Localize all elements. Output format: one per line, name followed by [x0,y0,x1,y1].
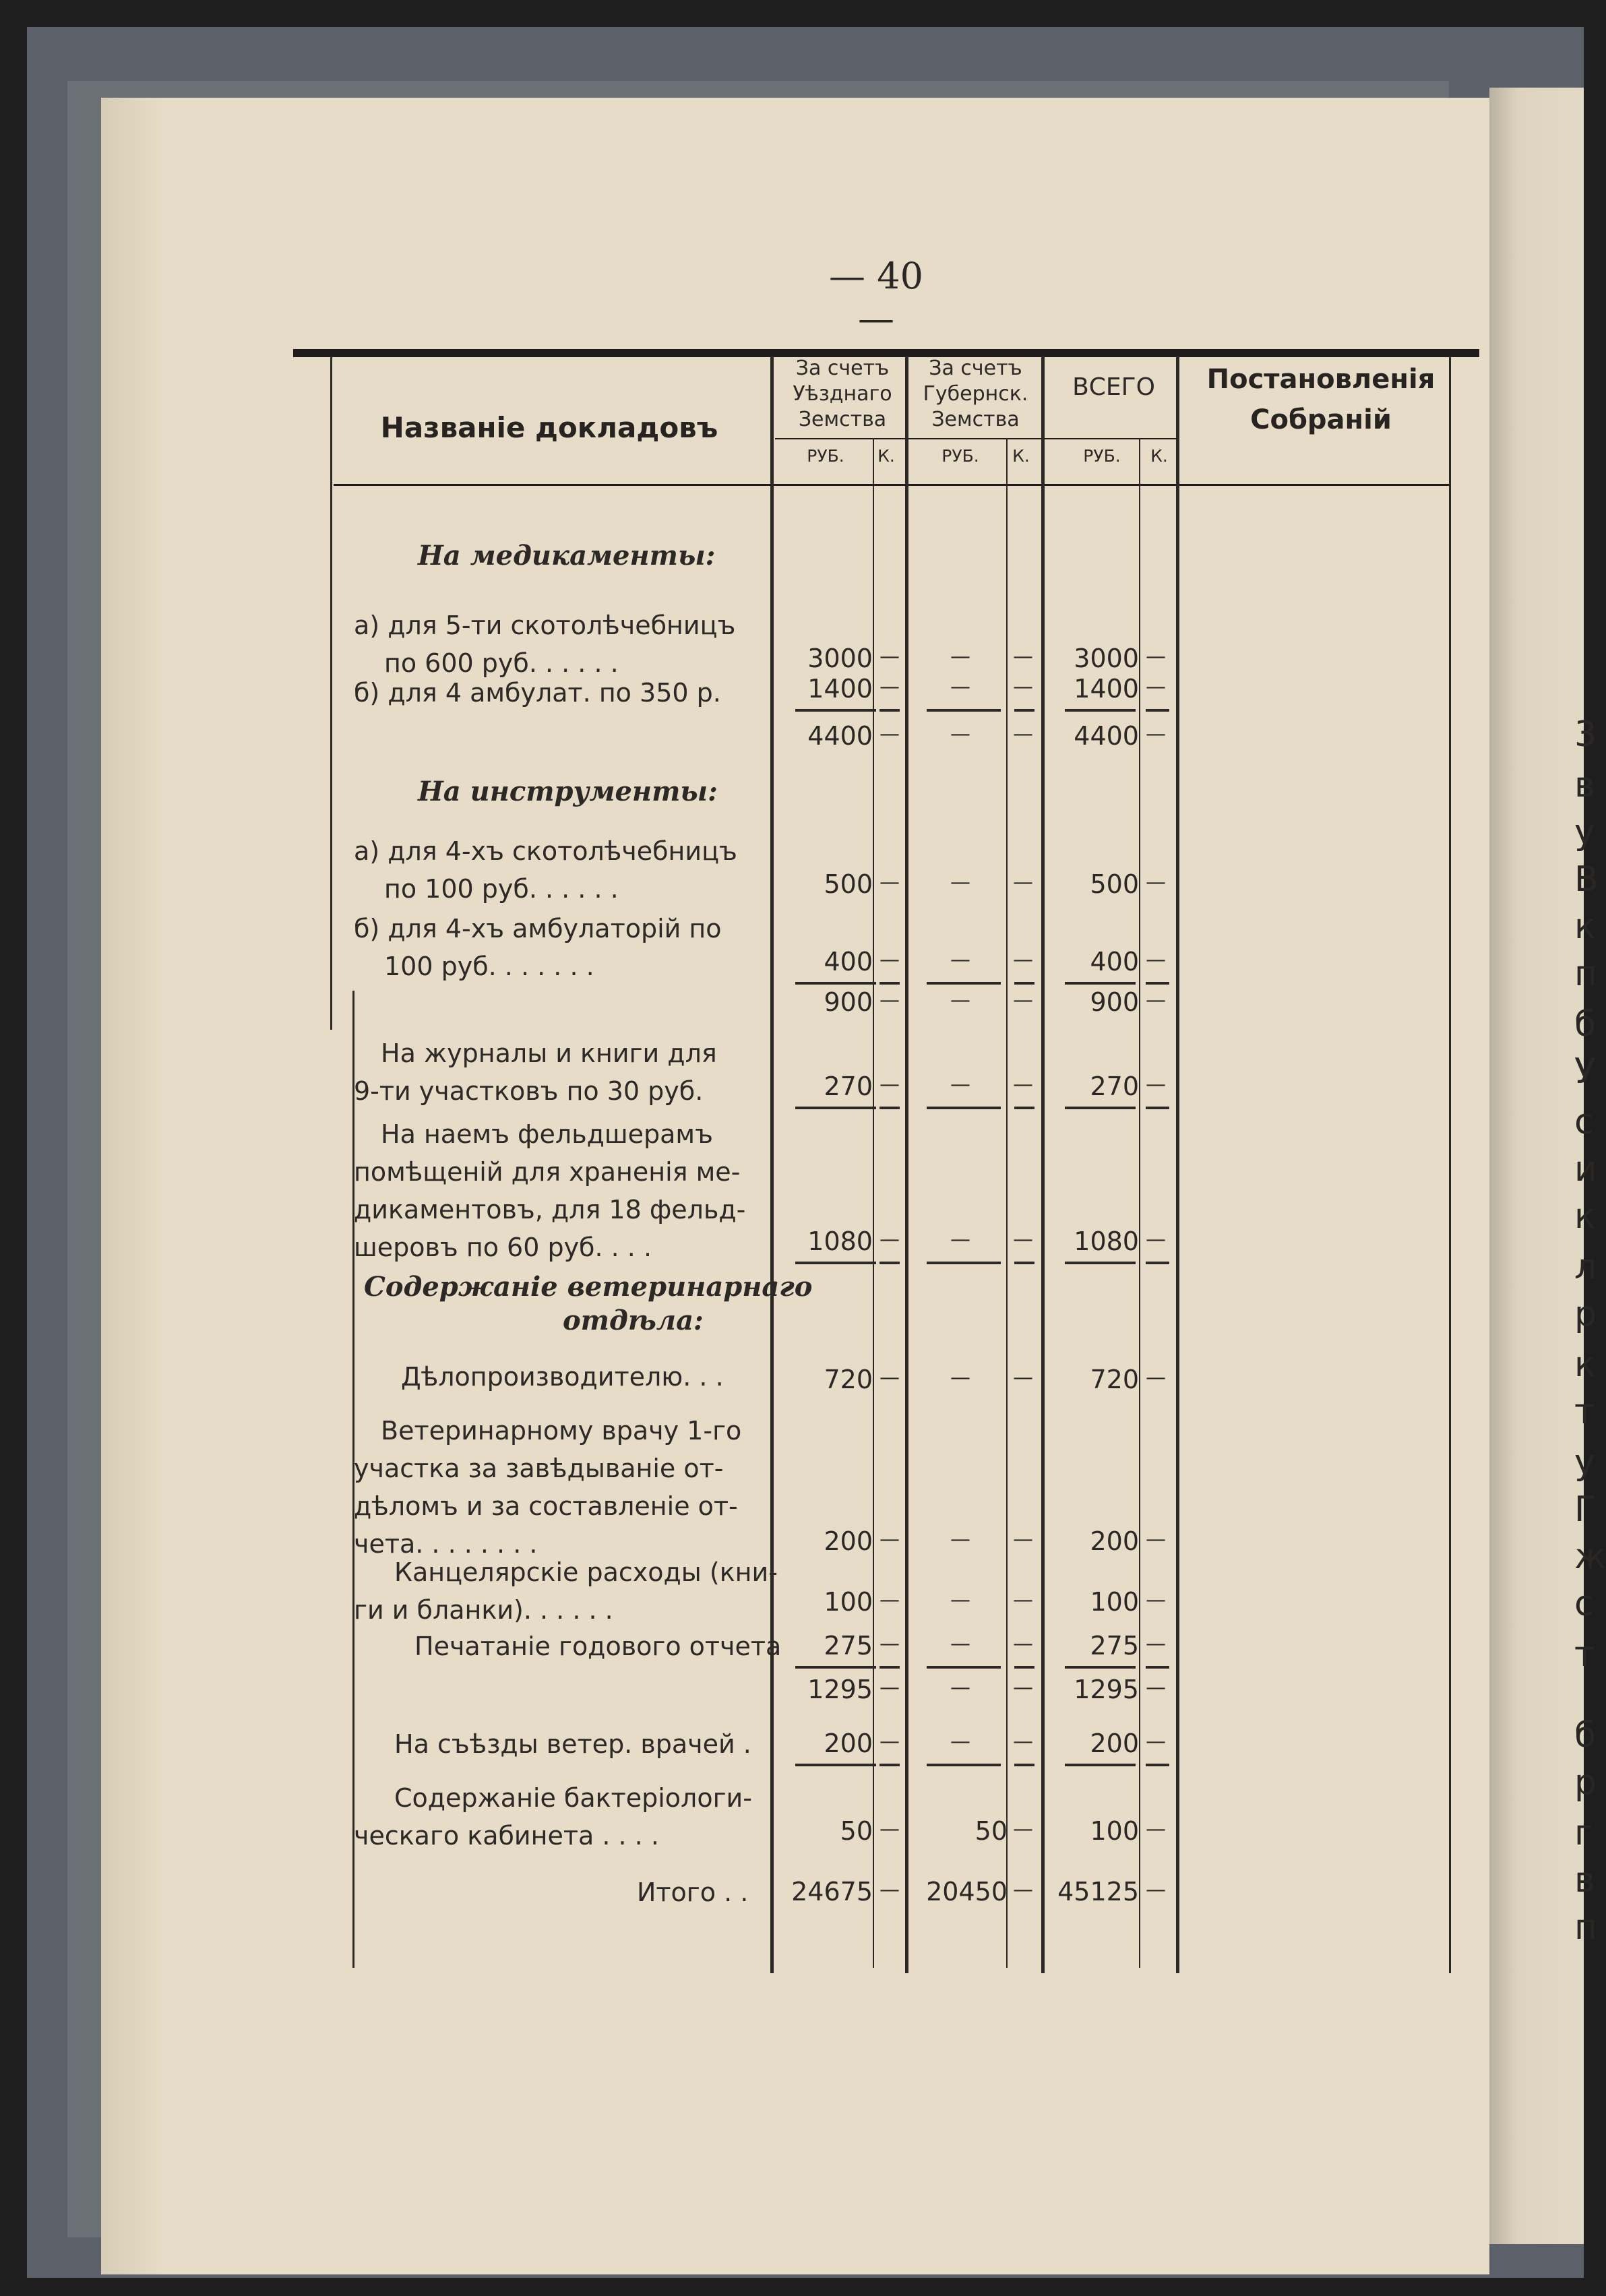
amount-gub-kop: — [1013,871,1033,894]
sum-underline [1065,709,1136,712]
amount-total-rub: 200 [1090,1526,1139,1556]
right-page-letter: л [1574,1247,1597,1287]
unit-rub-total: РУБ. [1083,446,1121,466]
unit-kop-uezd: К. [877,446,895,466]
unit-rub-uezd: РУБ. [807,446,844,466]
amount-total-kop: — [1146,1588,1166,1612]
sum-underline [1014,1107,1034,1109]
amount-total-rub: 100 [1090,1587,1139,1617]
amount-uezd-rub: 1400 [807,674,873,704]
header-total-column: ВСЕГО [1072,373,1155,401]
amount-gub-rub: — [950,1073,970,1096]
amount-uezd-kop: — [879,645,900,669]
sum-underline [1065,1107,1136,1109]
right-page-letter: ж [1574,1537,1606,1577]
amount-total-kop: — [1146,1676,1166,1700]
amount-uezd-rub: 24675 [791,1877,873,1906]
unit-row-rule [775,438,1179,439]
sum-underline [1014,1764,1034,1766]
item-label-line: ги и бланки). . . . . . [354,1595,613,1625]
item-label-line: 9-ти участковъ по 30 руб. [354,1076,704,1106]
amount-total-rub: 270 [1090,1072,1139,1101]
item-label-line: Печатаніе годового отчета [414,1632,782,1661]
item-label-line: Итого . . [637,1878,749,1907]
amount-total-rub: 3000 [1074,644,1139,673]
amount-uezd-rub: 200 [824,1729,873,1758]
right-page-letter: б [1574,1004,1597,1045]
header-uezd-line1: За счетъ [795,356,890,380]
amount-uezd-kop: — [879,1228,900,1251]
right-page-letter: р [1574,1762,1597,1803]
amount-gub-kop: — [1013,948,1033,972]
amount-gub-rub: 20450 [926,1877,1008,1906]
amount-total-kop: — [1146,871,1166,894]
amount-uezd-rub: 200 [824,1526,873,1556]
sum-underline [879,1764,900,1766]
item-label-line: Ветеринарному врачу 1-го [381,1416,742,1446]
amount-uezd-kop: — [879,1073,900,1096]
sum-underline [1146,1666,1169,1669]
amount-gub-rub: 50 [975,1816,1008,1846]
sum-underline [879,1262,900,1264]
sum-underline [927,1262,1001,1264]
page-number: — 40 — [829,255,923,340]
amount-uezd-kop: — [879,948,900,972]
right-page-letter: Г [1574,1489,1596,1530]
amount-total-kop: — [1146,1632,1166,1656]
amount-gub-kop: — [1013,989,1033,1012]
header-name-column: Названіе докладовъ [380,411,718,444]
amount-uezd-kop: — [879,1878,900,1902]
amount-uezd-kop: — [879,1588,900,1612]
amount-gub-rub: — [950,1676,970,1700]
amount-uezd-kop: — [879,1366,900,1390]
amount-gub-kop: — [1013,1228,1033,1251]
sum-underline [795,1262,876,1264]
unit-rub-gub: РУБ. [941,446,979,466]
item-label-line: по 600 руб. . . . . . [384,648,619,678]
header-gub-line2: Губернск. [923,382,1028,406]
amount-uezd-rub: 720 [824,1365,873,1394]
amount-gub-rub: — [950,645,970,669]
amount-uezd-rub: 4400 [807,721,873,751]
amount-gub-rub: — [950,1366,970,1390]
section-medicaments: На медикаменты: [418,540,716,571]
amount-gub-rub: — [950,989,970,1012]
section-vet-dept-line1: Содержаніе ветеринарнаго [364,1271,813,1303]
amount-total-rub: 500 [1090,869,1139,899]
sum-underline [1065,1666,1136,1669]
right-page-letter: п [1574,1907,1597,1948]
right-page-letter: с [1574,1102,1594,1142]
amount-uezd-kop: — [879,871,900,894]
sum-underline [795,1666,876,1669]
right-page-letter: к [1574,1196,1596,1237]
amount-gub-kop: — [1013,675,1033,699]
left-border-top [330,356,332,1030]
right-page-letter: р [1574,1294,1597,1334]
right-page-letter: у [1574,812,1595,852]
sum-underline [927,982,1001,985]
item-label-line: Содержаніе бактеріологи- [394,1783,752,1813]
amount-gub-kop: — [1013,1818,1033,1841]
amount-gub-kop: — [1013,1073,1033,1096]
item-label-line: дѣломъ и за составленіе от- [354,1491,738,1521]
amount-total-kop: — [1146,1528,1166,1551]
amount-uezd-kop: — [879,1528,900,1551]
amount-gub-rub: — [950,1588,970,1612]
sum-underline [1146,1107,1169,1109]
sum-underline [795,709,876,712]
amount-total-kop: — [1146,675,1166,699]
amount-gub-rub: — [950,1528,970,1551]
right-page-letter: п [1574,954,1597,994]
right-page-letter: к [1574,1344,1596,1385]
amount-total-rub: 200 [1090,1729,1139,1758]
amount-uezd-kop: — [879,1676,900,1700]
sum-underline [927,1666,1001,1669]
amount-gub-kop: — [1013,1588,1033,1612]
right-page-letter: у [1574,1442,1595,1483]
header-resolutions-line1: Постановленія [1206,364,1435,395]
header-gub-line1: За счетъ [929,356,1022,380]
amount-total-rub: 4400 [1074,721,1139,751]
sum-underline [795,982,876,985]
item-label-line: На журналы и книги для [381,1038,717,1068]
amount-total-rub: 720 [1090,1365,1139,1394]
sum-underline [1146,982,1169,985]
sum-underline [1146,709,1169,712]
sum-underline [927,1764,1001,1766]
amount-gub-kop: — [1013,1528,1033,1551]
unit-kop-total: К. [1150,446,1168,466]
right-page-letter: г [1574,1813,1593,1853]
amount-uezd-rub: 1295 [807,1675,873,1704]
amount-uezd-kop: — [879,722,900,746]
amount-uezd-kop: — [879,989,900,1012]
right-page-letter: В [1574,859,1599,900]
header-gub-line3: Земства [931,408,1020,431]
amount-gub-kop: — [1013,1632,1033,1656]
item-label-line: помѣщеній для храненія ме- [354,1157,741,1187]
amount-total-kop: — [1146,1818,1166,1841]
item-label-line: дикаментовъ, для 18 фельд- [354,1195,746,1224]
right-page-letter: б [1574,1715,1597,1756]
sum-underline [1146,1262,1169,1264]
amount-uezd-rub: 1080 [807,1227,873,1256]
amount-gub-rub: — [950,871,970,894]
amount-total-rub: 100 [1090,1816,1139,1846]
amount-total-kop: — [1146,645,1166,669]
item-label-line: На наемъ фельдшерамъ [381,1119,713,1149]
sum-underline [1146,1764,1169,1766]
amount-uezd-kop: — [879,675,900,699]
amount-total-kop: — [1146,1073,1166,1096]
item-label-line: 100 руб. . . . . . . [384,952,594,981]
sum-underline [1014,982,1034,985]
amount-uezd-rub: 270 [824,1072,873,1101]
amount-total-kop: — [1146,722,1166,746]
right-page-letter: в [1574,1860,1595,1900]
right-page-letter: в [1574,765,1595,805]
amount-uezd-rub: 275 [824,1631,873,1661]
amount-total-kop: — [1146,1228,1166,1251]
sum-underline [1014,1262,1034,1264]
sum-underline [1014,709,1034,712]
amount-uezd-rub: 500 [824,869,873,899]
right-page-edge [1489,88,1584,2244]
item-label-line: а) для 4-хъ скотолѣчебницъ [354,836,737,866]
sum-underline [1065,1262,1136,1264]
item-label-line: ческаго кабинета . . . . [354,1821,659,1851]
right-page-letter: У [1574,1051,1596,1092]
header-bottom-rule [334,484,1449,486]
right-page-letter: с [1574,1584,1594,1624]
sum-underline [1065,1764,1136,1766]
right-page-letter: 3 [1574,714,1597,755]
sum-underline [927,1107,1001,1109]
amount-total-kop: — [1146,989,1166,1012]
amount-total-kop: — [1146,1366,1166,1390]
sum-underline [795,1107,876,1109]
sum-underline [879,982,900,985]
amount-gub-kop: — [1013,645,1033,669]
sum-underline [879,1666,900,1669]
item-label-line: Канцелярскіе расходы (кни- [394,1557,778,1587]
item-label-line: б) для 4 амбулат. по 350 р. [354,678,721,708]
amount-gub-kop: — [1013,1366,1033,1390]
right-page-letter: т [1574,1634,1595,1675]
amount-gub-rub: — [950,1730,970,1754]
unit-kop-gub: К. [1012,446,1030,466]
amount-gub-kop: — [1013,722,1033,746]
amount-gub-kop: — [1013,1878,1033,1902]
amount-total-rub: 900 [1090,987,1139,1017]
right-page-letter: и [1574,1149,1597,1189]
item-label-line: участка за завѣдываніе от- [354,1454,724,1483]
item-label-line: шеровъ по 60 руб. . . . [354,1233,652,1262]
header-resolutions-line2: Собраній [1250,404,1392,435]
sum-underline [927,709,1001,712]
sum-underline [1014,1666,1034,1669]
item-label-line: б) для 4-хъ амбулаторій по [354,914,722,943]
sum-underline [879,1107,900,1109]
amount-total-kop: — [1146,1878,1166,1902]
amount-uezd-rub: 50 [840,1816,873,1846]
amount-total-rub: 275 [1090,1631,1139,1661]
amount-total-rub: 1295 [1074,1675,1139,1704]
amount-uezd-kop: — [879,1632,900,1656]
amount-gub-rub: — [950,1228,970,1251]
sum-underline [1065,982,1136,985]
amount-gub-kop: — [1013,1730,1033,1754]
amount-total-kop: — [1146,948,1166,972]
amount-total-rub: 1080 [1074,1227,1139,1256]
amount-gub-rub: — [950,1632,970,1656]
amount-total-rub: 400 [1090,947,1139,976]
amount-gub-rub: — [950,675,970,699]
amount-uezd-kop: — [879,1818,900,1841]
amount-uezd-rub: 900 [824,987,873,1017]
amount-total-rub: 45125 [1057,1877,1139,1906]
right-page-letter: к [1574,906,1596,947]
amount-total-rub: 1400 [1074,674,1139,704]
item-label-line: чета. . . . . . . . [354,1529,538,1559]
right-page-letter: т [1574,1392,1595,1432]
amount-gub-kop: — [1013,1676,1033,1700]
item-label-line: На съѣзды ветер. врачей . [394,1729,751,1759]
amount-uezd-rub: 3000 [807,644,873,673]
amount-uezd-rub: 100 [824,1587,873,1617]
right-border [1449,356,1451,1973]
page-gutter-shade [101,98,162,2274]
amount-uezd-kop: — [879,1730,900,1754]
sum-underline [795,1764,876,1766]
item-label-line: а) для 5-ти скотолѣчебницъ [354,611,736,640]
amount-uezd-rub: 400 [824,947,873,976]
col-resolutions-left [1176,356,1179,1973]
item-label-line: по 100 руб. . . . . . [384,874,619,904]
section-vet-dept-line2: отдѣла: [563,1305,704,1336]
amount-gub-rub: — [950,948,970,972]
amount-total-kop: — [1146,1730,1166,1754]
amount-gub-rub: — [950,722,970,746]
header-uezd-line3: Земства [798,408,887,431]
section-instruments: На инструменты: [418,776,718,807]
header-uezd-line2: Уѣзднаго [793,382,892,406]
item-label-line: Дѣлопроизводителю. . . [401,1362,724,1392]
sum-underline [879,709,900,712]
